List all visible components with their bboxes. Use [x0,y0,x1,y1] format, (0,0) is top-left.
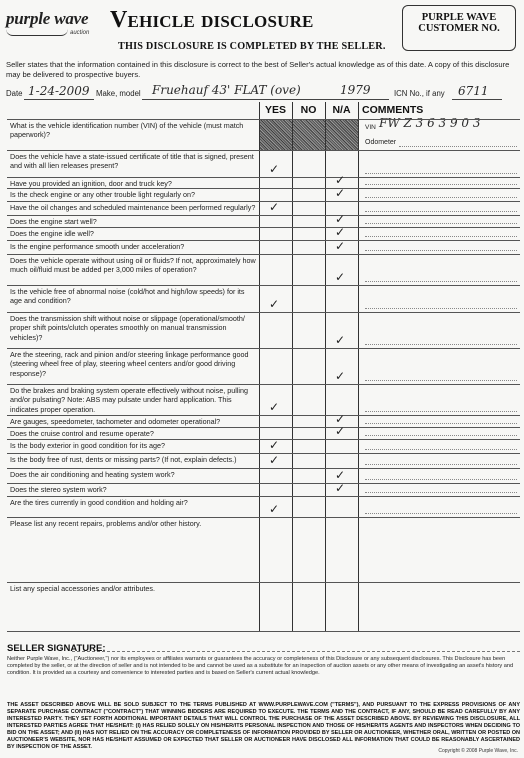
question-text: Is the body exterior in good condition for its age? [10,441,166,450]
answer-cell-no[interactable] [292,517,325,582]
answer-cell-no[interactable] [292,582,325,631]
answer-cell-yes[interactable] [259,468,292,483]
answer-cell-no[interactable] [292,384,325,415]
answer-cell-na[interactable] [325,453,358,468]
comment-field[interactable] [365,449,517,450]
answer-cell-no[interactable] [292,240,325,254]
answer-cell-yes[interactable] [259,177,292,188]
seller-signature-label: SELLER SIGNATURE: [7,643,106,654]
checkmark-icon: ✓ [269,162,280,176]
column-yes: YES [264,104,286,116]
question-text: Does the vehicle operate without using oil or fluids? If not, approximately how much oil/fluid must be added per 3,000 miles of operation? [10,256,256,275]
checkmark-icon: ✓ [269,453,280,467]
logo-text: purple wave [6,9,89,28]
answer-cell-yes[interactable] [259,483,292,496]
answer-cell-no[interactable] [292,119,325,150]
question-text: Do the brakes and braking system operate effectively without noise, pulling and/or pulsating? Note: ABS may pulsate under hard application. This indicates proper operation. [10,386,248,414]
answer-cell-yes[interactable] [259,240,292,254]
answer-cell-na[interactable] [325,582,358,631]
checkmark-icon: ✓ [335,173,346,187]
question-text: Are the tires currently in good condition and holding air? [10,498,188,507]
intro-statement: Seller states that the information contained in this disclosure is correct to the best of Seller's actual knowledge as of this date. A copy of this disclosure may be delivered to prospective buyers. [6,60,510,79]
comment-field[interactable] [365,250,517,251]
answer-cell-no[interactable] [292,468,325,483]
checkmark-icon: ✓ [335,468,346,482]
question-text: Does the cruise control and resume operate? [10,429,154,438]
vin-label: VIN [365,124,376,131]
comment-field[interactable] [365,344,517,345]
checkmark-icon: ✓ [269,502,280,516]
comment-field[interactable] [365,173,517,174]
column-comments: COMMENTS [362,104,424,116]
answer-cell-no[interactable] [292,427,325,439]
answer-cell-yes[interactable] [259,254,292,285]
comment-field[interactable] [365,464,517,465]
year-value[interactable]: 1979 [340,83,371,97]
question-text: Is the engine performance smooth under acceleration? [10,242,185,251]
checkmark-icon: ✓ [269,438,280,452]
purple-wave-logo [6,9,106,39]
answer-cell-no[interactable] [292,254,325,285]
answer-cell-na[interactable] [325,285,358,312]
checkmark-icon: ✓ [335,186,346,200]
page-title: Vehicle disclosure [110,7,314,33]
answer-cell-yes[interactable] [259,227,292,240]
answer-cell-yes[interactable] [259,517,292,582]
question-text: Does the air conditioning and heating system work? [10,470,175,479]
vehicle-info-line [6,83,522,102]
odometer-label: Odometer [365,139,397,146]
icn-label: ICN No., if any [394,89,445,98]
answer-cell-na[interactable] [325,384,358,415]
question-text: Is the body free of rust, dents or missing parts? (If not, explain defects.) [10,455,237,464]
question-text: Have you provided an ignition, door and truck key? [10,179,172,188]
question-text: What is the vehicle identification number (VIN) of the vehicle (must match paperwork)? [10,121,244,140]
checkmark-icon: ✓ [335,239,346,253]
question-text: Is the vehicle free of abnormal noise (cold/hot and high/low speeds) for its age and condition? [10,287,245,306]
make-model-value[interactable]: Fruehauf 43' FLAT (ove) [152,83,301,97]
answer-cell-no[interactable] [292,177,325,188]
question-text: Please list any recent repairs, problems and/or other history. [10,519,202,528]
disclosure-table [7,102,520,631]
answer-cell-no[interactable] [292,496,325,517]
comment-field[interactable] [365,423,517,424]
answer-cell-na[interactable] [325,517,358,582]
answer-cell-yes[interactable] [259,215,292,227]
answer-cell-no[interactable] [292,453,325,468]
question-text: Does the stereo system work? [10,485,107,494]
answer-cell-yes[interactable] [259,582,292,631]
answer-cell-no[interactable] [292,483,325,496]
make-model-label: Make, model [96,89,141,98]
copyright: Copyright © 2008 Purple Wave, Inc. [438,748,518,754]
comment-field[interactable] [365,281,517,282]
answer-cell-no[interactable] [292,150,325,177]
comment-field[interactable] [365,236,517,237]
answer-cell-no[interactable] [292,415,325,427]
question-text: Are the steering, rack and pinion and/or steering linkage performance good (steering wheel free of play, steering wheel centers and/or good driving response)? [10,350,249,378]
row-rule [7,631,520,632]
answer-cell-no[interactable] [292,188,325,201]
answer-cell-no[interactable] [292,227,325,240]
checkmark-icon: ✓ [269,297,280,311]
customer-box-line-2: CUSTOMER NO. [418,23,500,34]
answer-cell-no[interactable] [292,348,325,384]
checkmark-icon: ✓ [335,369,346,383]
answer-cell-na[interactable] [325,439,358,453]
date-label: Date [6,89,23,98]
question-text: Is the check engine or any other trouble light regularly on? [10,190,195,199]
column-na: N/A [332,104,351,116]
disclaimer-text: Neither Purple Wave, Inc., ("Auctioneer,") nor its employees or affiliates warrants or guarantees the accuracy or completeness of this Disclosure or any subsequent disclosures. This Disclosure has been completed by the seller, or at the direction of seller and is not intended to be and cannot be used as a substitute for an inspection of auction assets or any other means of investigating an asset's history and condition. It is provided as a courtesy and convenience to interested parties and is based on Seller's current actual knowledge. [7,656,514,676]
checkmark-icon: ✓ [335,333,346,347]
column-no: NO [300,104,317,116]
comment-field[interactable] [365,411,517,412]
vin-value[interactable]: FW Z 3 6 3 9 0 3 [379,116,481,130]
comment-field[interactable] [365,435,517,436]
logo-wave-icon [6,29,68,36]
answer-cell-na[interactable] [325,496,358,517]
answer-cell-yes[interactable] [259,348,292,384]
comment-field[interactable] [365,211,517,212]
checkmark-icon: ✓ [335,412,346,426]
answer-cell-no[interactable] [292,312,325,348]
answer-cell-no[interactable] [292,215,325,227]
comment-field[interactable] [365,513,517,514]
answer-cell-yes[interactable] [259,415,292,427]
checkmark-icon: ✓ [269,200,280,214]
terms-text: THE ASSET DESCRIBED ABOVE WILL BE SOLD SUBJECT TO THE TERMS PUBLISHED AT WWW.PURPLEWAVE.COM ("TERMS"), AND PURSUANT TO THE EXPRESS PROVISIONS OF ANY SEPARATE PURCHASE CONTRACT ("CONTRACT") THAT WINNING BIDDERS ARE REQUIRED TO EXECUTE. THE TERMS AND THE CONTRACT, IF ANY, SHOULD BE READ CAREFULLY BY ANY INTERESTED PARTY. THEY SET FORTH ADDITIONAL IMPORTANT DETAILS THAT WILL CONTROL THE PURCHASE OF THE ASSET DESCRIBED ABOVE. BY REVIEWING THIS DISCLOSURE, ALL INTERESTED PARTIES AGREE THAT HE/SHE/IT: (I) HAS RELIED SOLELY ON HIS/HER/ITS PERSONAL INSPECTION AND THOSE OF HIS/HER/ITS AGENTS AND INSPECTORS WHEN DECIDING TO BID ON THE ASSET; AND (II) HAS NOT RELIED ON THE ACCURACY OR COMPLETENESS OF INFORMATION PROVIDED BY SELLER OR AUCTIONEER, WHETHER ORAL, WRITTEN OR POSTED ON AUCTIONEER'S WEBSITE, NOR HAS HE/SHE/IT ASSUMED OR EXPECTED THAT SELLER OR AUCTIONEER HAVE DISCLOSED ALL INFORMATION THAT COULD BE REASONABLY ASCERTAINED BY INSPECTION OF THE ASSET. [7,702,520,750]
question-text: Does the engine idle well? [10,229,94,238]
answer-cell-yes[interactable] [259,312,292,348]
answer-cell-yes[interactable] [259,119,292,150]
column-divider [358,102,359,631]
answer-cell-na[interactable] [325,119,358,150]
comment-field[interactable] [365,184,517,185]
icn-value[interactable]: 6711 [458,84,489,98]
comment-field[interactable] [365,308,517,309]
answer-cell-no[interactable] [292,201,325,215]
comment-field[interactable] [365,223,517,224]
question-text: Does the vehicle have a state-issued certificate of title that is signed, present and with all lien releases present? [10,152,254,171]
customer-box-line-1: PURPLE WAVE [421,12,497,23]
checkmark-icon: ✓ [335,481,346,495]
question-text: Does the transmission shift without noise or slippage (operational/smooth/ proper shift points/clutch operates smoothly on manual transmission vehicles)? [10,314,245,342]
question-text: Have the oil changes and scheduled maintenance been performed regularly? [10,203,256,212]
logo-sub: auction [70,30,90,36]
checkmark-icon: ✓ [335,225,346,239]
question-text: Are gauges, speedometer, tachometer and odometer operational? [10,417,221,426]
comment-field[interactable] [365,479,517,480]
customer-number-box[interactable] [402,5,516,51]
question-text: List any special accessories and/or attributes. [10,584,156,593]
comment-field[interactable] [365,197,517,198]
answer-cell-no[interactable] [292,439,325,453]
comment-field[interactable] [365,492,517,493]
checkmark-icon: ✓ [335,270,346,284]
checkmark-icon: ✓ [335,212,346,226]
page-subtitle: THIS DISCLOSURE IS COMPLETED BY THE SELLER. [118,41,386,52]
question-text: Does the engine start well? [10,217,97,226]
checkmark-icon: ✓ [269,400,280,414]
checkmark-icon: ✓ [335,424,346,438]
answer-cell-no[interactable] [292,285,325,312]
seller-signature-field[interactable] [72,651,520,652]
date-value[interactable]: 1-24-2009 [28,84,90,98]
comment-field[interactable] [365,380,517,381]
